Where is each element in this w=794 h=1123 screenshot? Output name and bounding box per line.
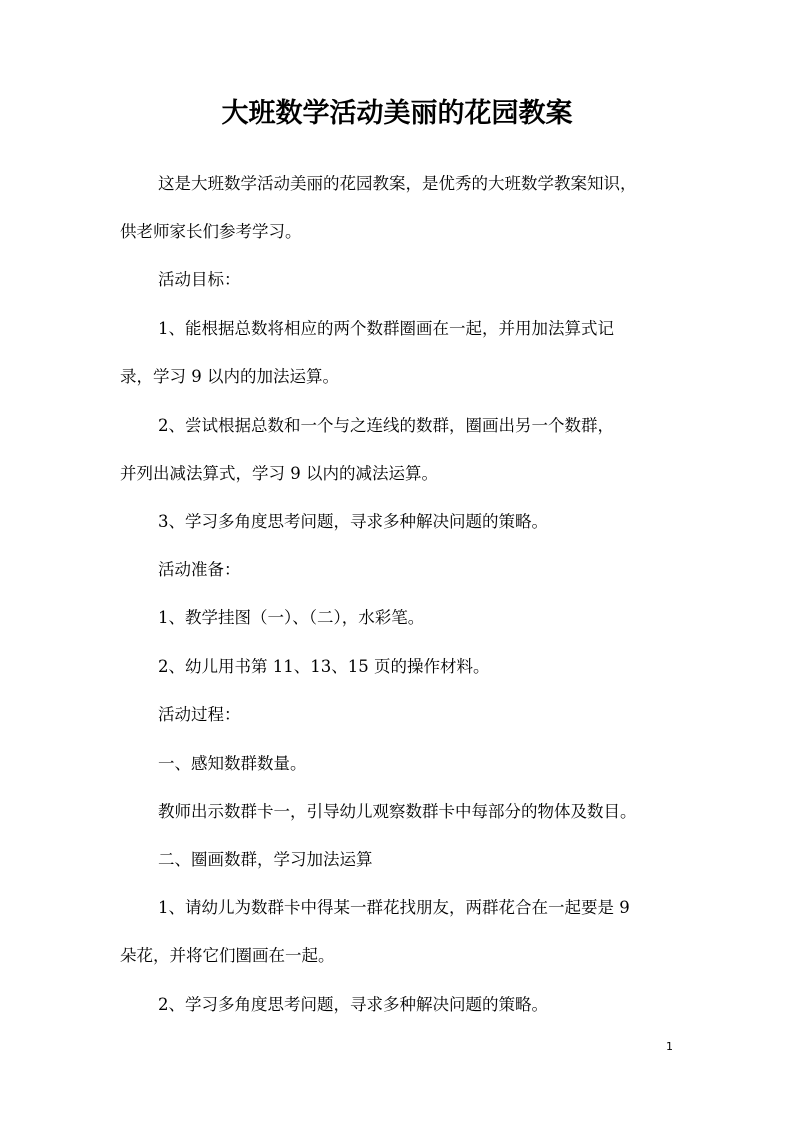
section-heading: 活动过程：: [158, 705, 241, 724]
paragraph-line: 2、尝试根据总数和一个与之连线的数群，圈画出另一个数群，: [158, 416, 614, 435]
paragraph-line: 1、教学挂图（一）、（二），水彩笔。: [158, 608, 425, 627]
page-number: 1: [666, 1040, 673, 1053]
paragraph-line: 1、能根据总数将相应的两个数群圈画在一起，并用加法算式记: [158, 319, 614, 338]
paragraph-line: 教师出示数群卡一，引导幼儿观察数群卡中每部分的物体及数目。: [158, 802, 637, 821]
paragraph-line: 2、幼儿用书第 11、13、15 页的操作材料。: [158, 657, 490, 676]
paragraph-line: 1、请幼儿为数群卡中得某一群花找朋友，两群花合在一起要是 9: [158, 898, 630, 917]
paragraph-line: 供老师家长们参考学习。: [120, 222, 302, 241]
paragraph-line: 二、圈画数群，学习加法运算: [158, 850, 373, 869]
section-heading: 活动目标：: [158, 270, 241, 289]
paragraph-line: 这是大班数学活动美丽的花园教案，是优秀的大班数学教案知识，: [158, 174, 637, 193]
paragraph-line: 2、学习多角度思考问题，寻求多种解决问题的策略。: [158, 995, 548, 1014]
paragraph-line: 3、学习多角度思考问题，寻求多种解决问题的策略。: [158, 512, 548, 531]
paragraph-line: 录，学习 9 以内的加法运算。: [120, 367, 339, 386]
paragraph-line: 朵花，并将它们圈画在一起。: [120, 946, 335, 965]
section-heading: 活动准备：: [158, 560, 241, 579]
paragraph-line: 并列出减法算式，学习 9 以内的减法运算。: [120, 464, 438, 483]
document-title: 大班数学活动美丽的花园教案: [221, 98, 573, 129]
paragraph-line: 一、感知数群数量。: [158, 754, 307, 773]
